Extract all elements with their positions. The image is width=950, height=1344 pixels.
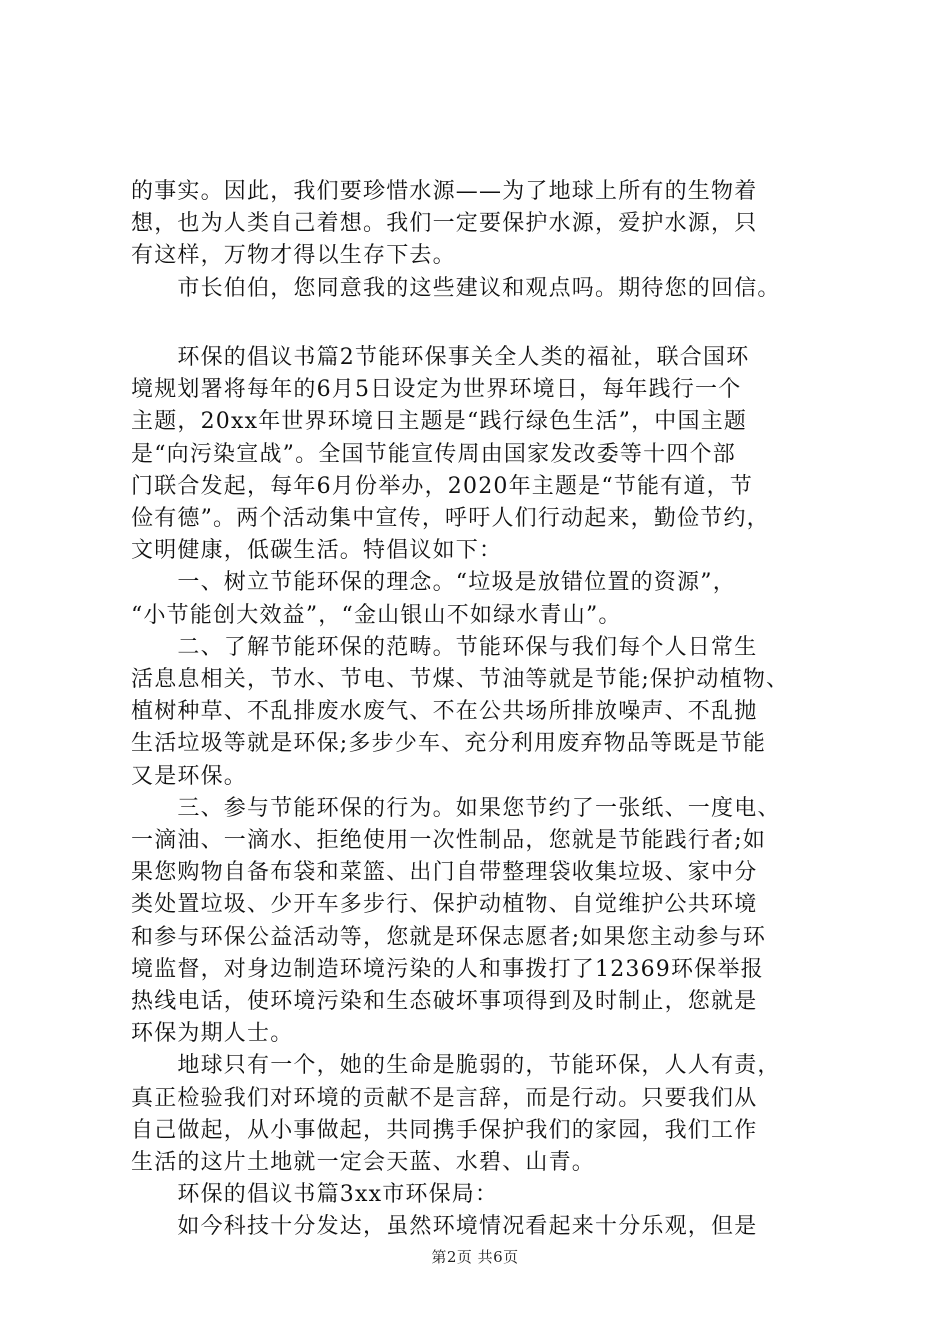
text-line: 文明健康，低碳生活。特倡议如下： — [131, 538, 503, 563]
text-line: 植树种草、不乱排废水废气、不在公共场所排放噪声、不乱抛 — [131, 699, 758, 724]
text-line: 一、树立节能环保的理念。“垃圾是放错位置的资源”， — [131, 570, 736, 595]
text-line: 如今科技十分发达，虽然环境情况看起来十分乐观，但是 — [131, 1214, 758, 1239]
text-line: 想，也为人类自己着想。我们一定要保护水源，爱护水源，只 — [131, 211, 758, 236]
text-line: 生活垃圾等就是环保;多步少车、充分利用废弃物品等既是节能 — [131, 731, 767, 756]
text-line: 自己做起，从小事做起，共同携手保护我们的家园，我们工作 — [131, 1118, 758, 1143]
text-line: 活息息相关，节水、节电、节煤、节油等就是节能;保护动植物、 — [131, 667, 790, 692]
text-line: 环保的倡议书篇2节能环保事关全人类的福祉，联合国环 — [131, 345, 750, 370]
text-line: 环保为期人士。 — [131, 1021, 294, 1046]
text-line: 的事实。因此，我们要珍惜水源——为了地球上所有的生物着 — [131, 179, 758, 204]
text-line: “小节能创大效益”，“金山银山不如绿水青山”。 — [131, 603, 622, 628]
text-line: 门联合发起，每年6月份举办，2020年主题是“节能有道，节 — [131, 474, 754, 499]
text-line: 热线电话，使环境污染和生态破坏事项得到及时制止，您就是 — [131, 989, 758, 1014]
text-line: 境规划署将每年的6月5日设定为世界环境日，每年践行一个 — [131, 377, 742, 402]
text-line: 境监督，对身边制造环境污染的人和事拨打了12369环保举报 — [131, 957, 764, 982]
text-line: 市长伯伯，您同意我的这些建议和观点吗。期待您的回信。 — [131, 276, 781, 301]
text-line: 有这样，万物才得以生存下去。 — [131, 243, 456, 268]
text-line: 二、了解节能环保的范畴。节能环保与我们每个人日常生 — [131, 635, 758, 660]
text-line: 是“向污染宣战”。全国节能宣传周由国家发改委等十四个部 — [131, 442, 736, 467]
text-line: 一滴油、一滴水、拒绝使用一次性制品，您就是节能践行者;如 — [131, 828, 767, 853]
text-line: 环保的倡议书篇3xx市环保局： — [131, 1182, 499, 1207]
text-line: 又是环保。 — [131, 764, 248, 789]
text-line: 三、参与节能环保的行为。如果您节约了一张纸、一度电、 — [131, 796, 781, 821]
page-footer: 第2页 共6页 — [431, 1248, 519, 1266]
text-line: 地球只有一个，她的生命是脆弱的，节能环保，人人有责， — [131, 1053, 781, 1078]
text-line: 果您购物自备布袋和菜篮、出门自带整理袋收集垃圾、家中分 — [131, 860, 758, 885]
text-line: 主题，20xx年世界环境日主题是“践行绿色生活”，中国主题 — [131, 409, 748, 434]
text-line: 和参与环保公益活动等，您就是环保志愿者;如果您主动参与环 — [131, 925, 767, 950]
text-line: 生活的这片土地就一定会天蓝、水碧、山青。 — [131, 1150, 596, 1175]
text-line: 真正检验我们对环境的贡献不是言辞，而是行动。只要我们从 — [131, 1086, 758, 1111]
text-line: 俭有德”。两个活动集中宣传，呼吁人们行动起来，勤俭节约， — [131, 506, 770, 531]
text-line: 类处置垃圾、少开车多步行、保护动植物、自觉维护公共环境 — [131, 892, 758, 917]
